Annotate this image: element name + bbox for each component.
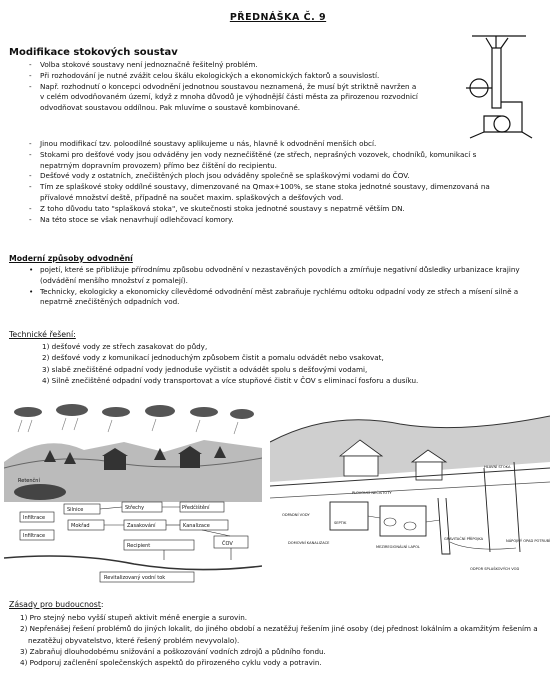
label-dispersal: Zasakování bbox=[127, 523, 156, 529]
list-item: 3) slabě znečištěné odpadní vody jednoduše vyčistit a odvádět spolu s dešťovými vodami, bbox=[42, 364, 368, 374]
list-item: - Na této stoce se však nenavrhují odlehčovací komory. bbox=[26, 215, 506, 226]
list-item: 1) dešťové vody ze střech zasakovat do půdy, bbox=[42, 342, 208, 351]
technicke-list bbox=[0, 341, 556, 387]
label-septic: SEPTIK bbox=[334, 521, 347, 525]
urban-drainage-diagram bbox=[4, 402, 262, 584]
list-item: 1) Pro stejný nebo vyšší stupeň aktivit méně energie a surovin. bbox=[20, 613, 248, 622]
section-technicke-heading: Technické řešení: bbox=[9, 330, 76, 339]
zasady-heading-text: Zásady pro budoucnost bbox=[9, 600, 101, 609]
label-roof: Střechy bbox=[125, 505, 145, 511]
label-pond: Retenční bbox=[18, 478, 40, 484]
label-main-sewer: HLAVNÍ STOKA bbox=[484, 465, 511, 469]
section-moderni-heading: Moderní způsoby odvodnění bbox=[9, 254, 133, 263]
label-infiltration-1: Infiltrace bbox=[23, 515, 46, 521]
cloud-icons bbox=[14, 404, 254, 419]
label-gravity: GRAVITAČNÍ PŘÍPOJKA bbox=[444, 537, 484, 541]
label-sludge: ODPOR SPLAŠKOVÝCH VOD bbox=[470, 567, 520, 571]
modifikace-list-b bbox=[26, 139, 506, 225]
list-item: - Dešťové vody z ostatních, znečištěných ploch jsou odváděny společně se splaškovými vodami do ČOV. bbox=[26, 171, 506, 182]
page-title: PŘEDNÁŠKA Č. 9 bbox=[229, 12, 327, 23]
list-item: - Stokami pro dešťové vody jsou odváděny jen vody neznečištěné (ze střech, neprašných vozovek, chodníků, komunikací s nepatrným dopravním provozem) přímo bez čištění do recipientu. bbox=[26, 150, 506, 172]
label-sewer: Kanalizace bbox=[183, 523, 210, 529]
list-item: 2) dešťové vody z komunikací jednoduchým způsobem čistit a pomalu odvádět nebo vsakovat, bbox=[42, 353, 384, 363]
list-item: 4) Silně znečištěné odpadní vody transportovat a více stupňové čistit v ČOV s eliminací fosforu a dusíku. bbox=[42, 376, 419, 386]
list-item: 3) Zabraňuj dlouhodobému snižování a poškozování vodních zdrojů a půdního fondu. bbox=[20, 646, 326, 656]
list-item: • pojetí, které se přibližuje přírodnímu způsobu odvodnění v nezastavěných povodích a zmírňuje negativní důsledky urbanizace krajiny (odvádění menšího množství z pomalejí). bbox=[26, 265, 541, 287]
list-item: 4) Podporuj začlenění společenských aspektů do přirozeného cyklu vody a potravin. bbox=[20, 658, 322, 668]
septic-system-diagram bbox=[270, 402, 550, 584]
section-modifikace-heading: Modifikace stokových soustav bbox=[9, 47, 178, 58]
moderni-list bbox=[26, 265, 541, 308]
list-item: - Např. rozhodnutí o koncepci odvodnění jednotnou soustavou neznamená, že musí být striktně navržen a v celém odvodňovaném území, když z mnoha důvodů je výhodnější části města za přirozenou rozvodnicí odvodňovat soustavou oddílnou. Pak mluvíme o soustavě kombinované. bbox=[26, 82, 420, 114]
label-street: Silnice bbox=[67, 507, 84, 513]
section-zasady-heading bbox=[9, 600, 104, 609]
label-stream: Recipient bbox=[127, 543, 151, 549]
list-item: 2) Nepřenášej řešení problémů do jiných lokalit, do jiného období a nezatěžuj řešením jiné osoby (dej přednost lokálním a okamžitým řešením a nezatěžuj obyvatelstvo, které řešený problém nevyvolalo). bbox=[20, 624, 538, 645]
label-infiltration-2: Infiltrace bbox=[23, 533, 46, 539]
list-item: - Jinou modifikací tzv. poloodílné soustavy aplikujeme u nás, hlavně k odvodnění menších obcí. bbox=[26, 139, 506, 150]
label-filter: MEZIREGIONÁLNÍ LAPOL bbox=[376, 545, 420, 549]
list-item: - Z toho důvodu tato "splašková stoka", ve skutečnosti stoka jednotné soustavy s nepatrně větším DN. bbox=[26, 204, 506, 215]
label-outlet: ODPADNÍ VODY bbox=[282, 513, 310, 517]
list-item: • Technicky, ekologicky a ekonomicky cílevědomé odvodnění měst zabraňuje rychlému odtoku odpadní vody ze střech a mísení silně a nepatrně znečištěných odpadních vod. bbox=[26, 287, 541, 309]
label-pretreat: Předčištění bbox=[182, 505, 210, 511]
list-item: - Tím ze splaškové stoky oddílné soustavy, dimenzované na Qmax+100%, se stane stoka jednotné soustavy, dimenzovaná na přívalové množství deště, případně na součet maxim. splaškových a dešťových vod. bbox=[26, 182, 506, 204]
list-item: - Volba stokové soustavy není jednoznačně řešitelný problém. bbox=[26, 60, 456, 71]
modifikace-list-a bbox=[26, 60, 456, 114]
label-floor-drain: PLOVOUCÍ NEČISTOTY bbox=[352, 491, 392, 495]
zasady-list bbox=[0, 612, 540, 668]
sewer-cross-section-figure bbox=[462, 32, 536, 142]
zasady-heading-colon: : bbox=[100, 600, 104, 609]
label-cov: ČOV bbox=[222, 541, 233, 547]
label-neighbor: NÁPOJNÝ OPAD POTRUBÍ bbox=[506, 539, 550, 543]
label-wetland: Mokřad bbox=[71, 523, 90, 529]
list-item: - Při rozhodování je nutné zvážit celou škálu ekologických a ekonomických faktorů a souvislostí. bbox=[26, 71, 456, 82]
label-domestic-sewer: DOMOVNÍ KANALIZACE bbox=[288, 541, 330, 545]
label-caption: Revitalizovaný vodní tok bbox=[104, 575, 166, 581]
